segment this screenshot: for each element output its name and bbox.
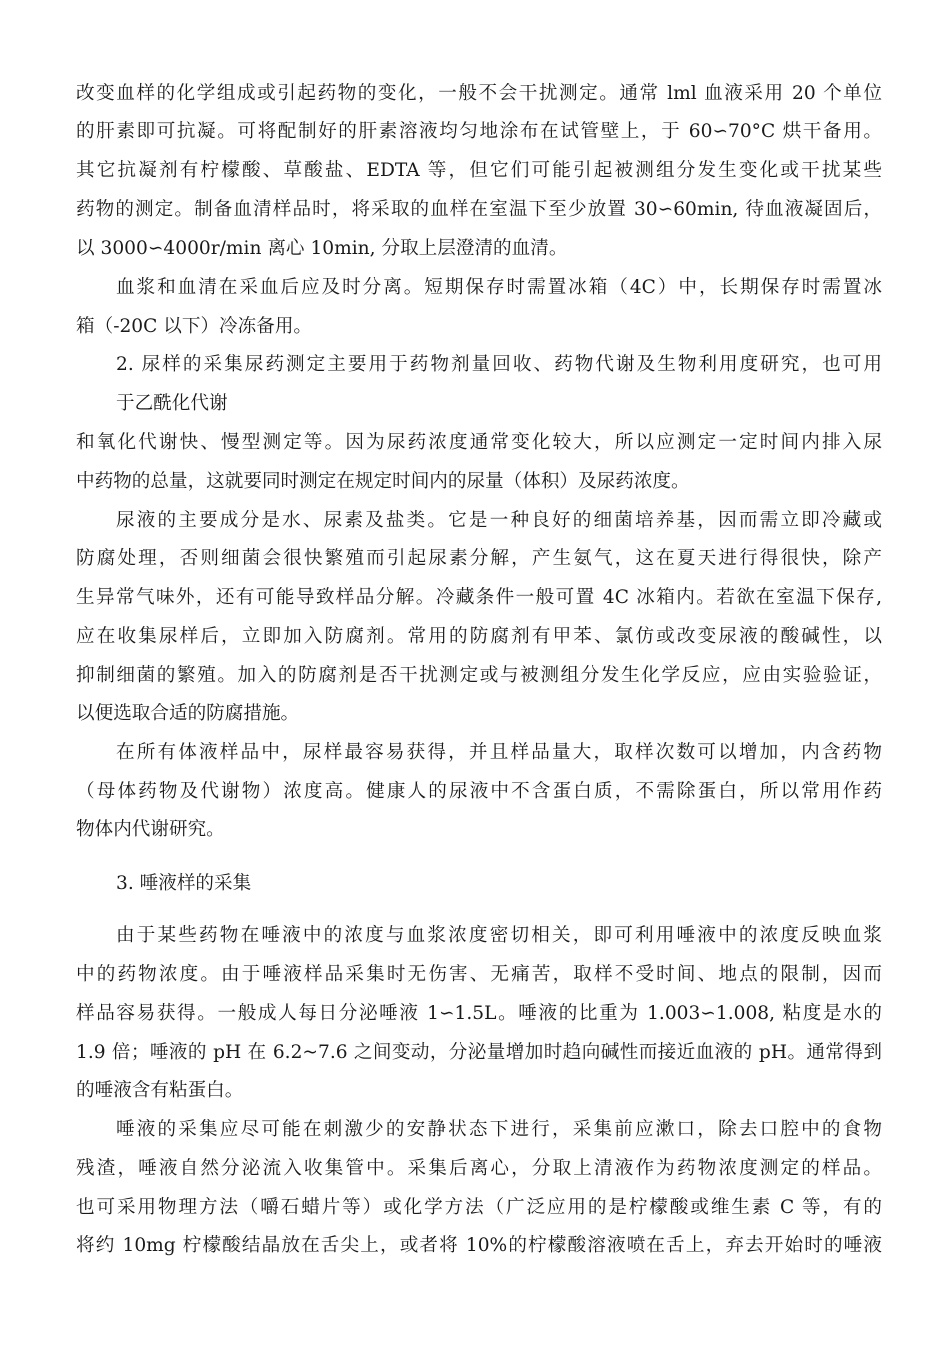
text-line: 1.9 倍；唾液的 pH 在 6.2~7.6 之间变动，分泌量增加时趋向碱性而接近血液的 pH。通常得到: [76, 1042, 882, 1063]
text-line: 应在收集尿样后，立即加入防腐剂。常用的防腐剂有甲苯、氯仿或改变尿液的酸碱性，以: [76, 626, 882, 647]
text-line: 箱（-20C 以下）冷冻备用。: [76, 316, 313, 337]
text-line: 的唾液含有粘蛋白。: [76, 1080, 244, 1101]
text-line: 于乙酰化代谢: [116, 393, 228, 414]
text-line: 以便选取合适的防腐措施。: [76, 703, 300, 724]
text-line: 抑制细菌的繁殖。加入的防腐剂是否干扰测定或与被测组分发生化学反应，应由实验验证，: [76, 665, 882, 686]
text-line: 防腐处理，否则细菌会很快繁殖而引起尿素分解，产生氨气，这在夏天进行得很快，除产: [76, 548, 882, 569]
text-line: 中的药物浓度。由于唾液样品采集时无伤害、无痛苦，取样不受时间、地点的限制，因而: [76, 964, 882, 985]
text-line: 其它抗凝剂有柠檬酸、草酸盐、EDTA 等，但它们可能引起被测组分发生变化或干扰某些: [76, 160, 882, 181]
text-line: 和氧化代谢快、慢型测定等。因为尿药浓度通常变化较大，所以应测定一定时间内排入尿: [76, 432, 882, 453]
text-line: 中药物的总量，这就要同时测定在规定时间内的尿量（体积）及尿药浓度。: [76, 471, 690, 492]
text-line: 药物的测定。制备血清样品时，将采取的血样在室温下至少放置 30∽60min, 待血液凝固后，: [76, 199, 882, 220]
text-line: 物体内代谢研究。: [76, 819, 225, 840]
text-line: 血浆和血清在采血后应及时分离。短期保存时需置冰箱（4C）中，长期保存时需置冰: [116, 277, 882, 298]
text-line: 由于某些药物在唾液中的浓度与血浆浓度密切相关，即可利用唾液中的浓度反映血浆: [116, 925, 882, 946]
text-line: 3. 唾液样的采集: [116, 873, 252, 894]
text-line: （母体药物及代谢物）浓度高。健康人的尿液中不含蛋白质，不需除蛋白，所以常用作药: [76, 781, 882, 802]
text-line: 2. 尿样的采集尿药测定主要用于药物剂量回收、药物代谢及生物利用度研究，也可用: [116, 354, 882, 375]
text-line: 将约 10mg 柠檬酸结晶放在舌尖上，或者将 10%的柠檬酸溶液喷在舌上，弃去开始时的唾液: [76, 1235, 882, 1256]
text-line: 在所有体液样品中，尿样最容易获得，并且样品量大，取样次数可以增加，内含药物: [116, 742, 882, 763]
text-line: 也可采用物理方法（嚼石蜡片等）或化学方法（广泛应用的是柠檬酸或维生素 C 等，有的: [76, 1197, 882, 1218]
text-line: 样品容易获得。一般成人每日分泌唾液 1∽1.5L。唾液的比重为 1.003∽1.008, 粘度是水的: [76, 1003, 882, 1024]
text-line: 唾液的采集应尽可能在刺激少的安静状态下进行，采集前应漱口，除去口腔中的食物: [116, 1119, 882, 1140]
text-line: 残渣，唾液自然分泌流入收集管中。采集后离心，分取上清液作为药物浓度测定的样品。: [76, 1158, 882, 1179]
text-line: 尿液的主要成分是水、尿素及盐类。它是一种良好的细菌培养基，因而需立即冷藏或: [116, 510, 882, 531]
text-line: 生异常气味外，还有可能导致样品分解。冷藏条件一般可置 4C 冰箱内。若欲在室温下保存,: [76, 587, 882, 608]
text-line: 改变血样的化学组成或引起药物的变化，一般不会干扰测定。通常 lml 血液采用 20 个单位: [76, 83, 882, 104]
text-line: 以 3000∽4000r/min 离心 10min, 分取上层澄清的血清。: [76, 238, 568, 259]
text-line: 的肝素即可抗凝。可将配制好的肝素溶液均匀地涂布在试管壁上，于 60∽70°C 烘干备用。: [76, 121, 882, 142]
